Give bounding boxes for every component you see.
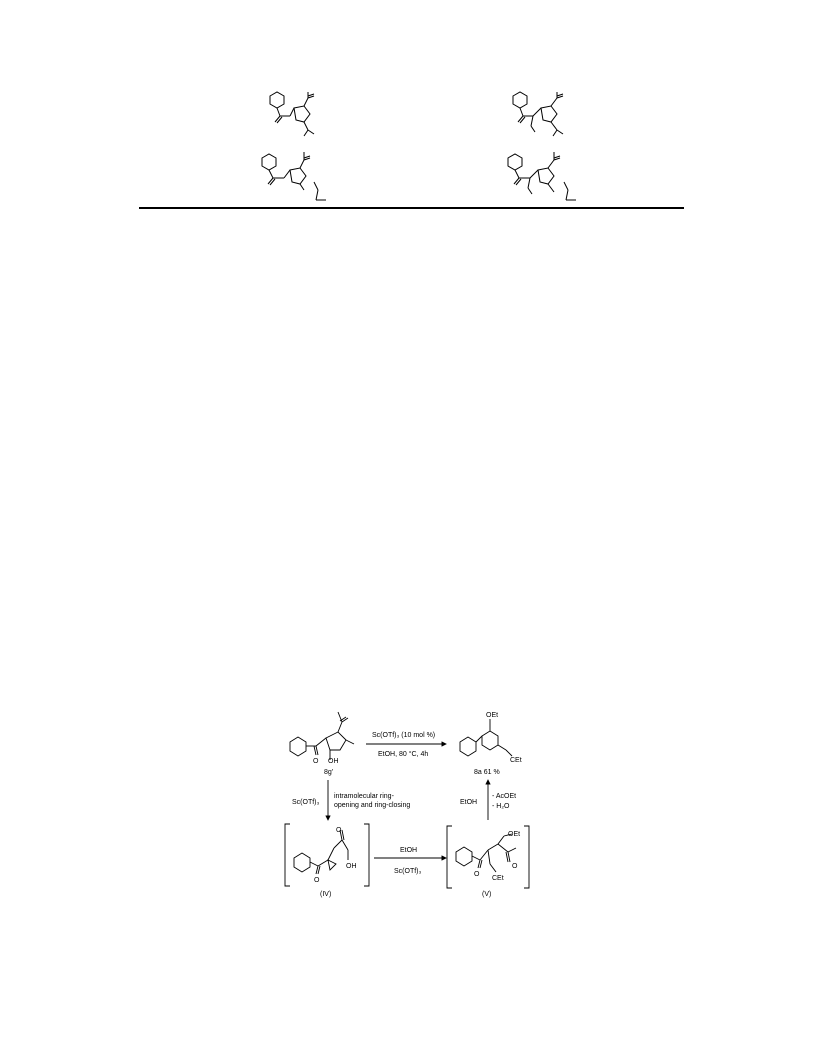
product-8a bbox=[460, 719, 512, 756]
step1-conditions: EtOH, 80 °C, 4h bbox=[378, 751, 429, 758]
mechanism-text-line2: opening and ring-closing bbox=[334, 802, 411, 809]
table-structure-top-left bbox=[258, 90, 338, 138]
atom-label-oet-v: OEt bbox=[508, 831, 521, 838]
table-structure-top-right bbox=[505, 90, 585, 140]
label-8g: 8g' bbox=[324, 769, 334, 776]
up-arrow-loss1: - AcOEt bbox=[492, 793, 517, 800]
atom-label-oh: OH bbox=[328, 758, 339, 765]
mechanism-reagent: Sc(OTf)₃ bbox=[292, 799, 320, 806]
atom-label-o-v-ketone: O bbox=[474, 871, 480, 878]
atom-label-cet-product: CEt bbox=[510, 757, 522, 764]
atom-label-cet-v: CEt bbox=[492, 875, 504, 882]
atom-label-o-iv-ketone: O bbox=[314, 877, 320, 884]
atom-label-oh-iv: OH bbox=[346, 863, 357, 870]
atom-label-o: O bbox=[313, 758, 319, 765]
mechanism-text-line1: intramolecular ring- bbox=[334, 793, 394, 800]
label-v: (V) bbox=[482, 891, 492, 898]
step-iv-v-bottom: Sc(OTf)₃ bbox=[394, 868, 422, 875]
table-structure-bottom-left bbox=[256, 150, 336, 202]
label-8a: 8a 61 % bbox=[474, 769, 500, 776]
label-iv: (IV) bbox=[320, 891, 332, 898]
up-arrow-reagent: EtOH bbox=[460, 799, 478, 806]
up-arrow-loss2: - H₂O bbox=[492, 803, 510, 810]
starting-material-8g bbox=[290, 712, 354, 760]
table-bottom-rule bbox=[139, 207, 684, 209]
table-structure-bottom-right bbox=[502, 150, 588, 204]
step-iv-v-top: EtOH bbox=[400, 847, 418, 854]
intermediate-iv bbox=[285, 824, 369, 886]
reaction-scheme bbox=[276, 700, 546, 910]
atom-label-oet-product: OEt bbox=[486, 712, 499, 719]
step1-reagent: Sc(OTf)₃ (10 mol %) bbox=[372, 732, 436, 739]
atom-label-o-iv-top: O bbox=[336, 827, 342, 834]
atom-label-o-v-right: O bbox=[512, 863, 518, 870]
